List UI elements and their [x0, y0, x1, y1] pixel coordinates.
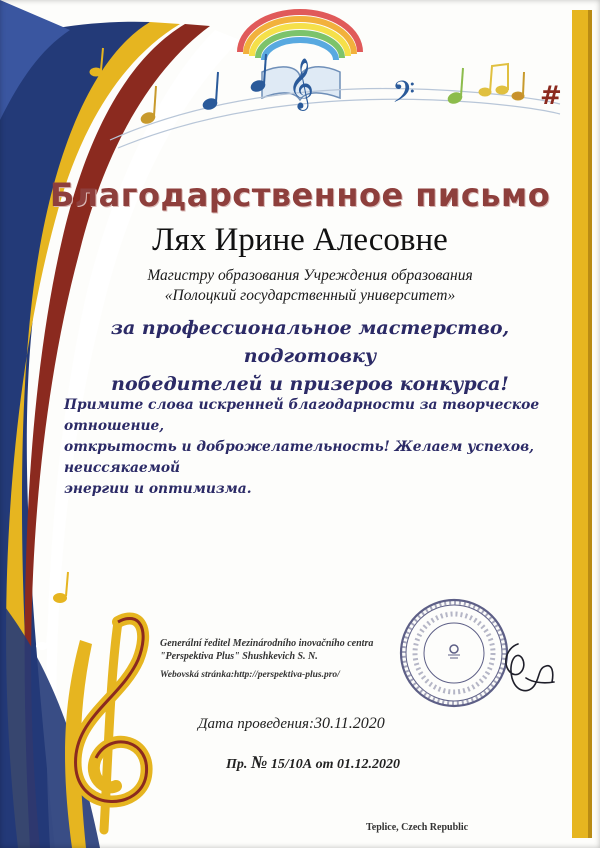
svg-text:𝄢: 𝄢 [392, 76, 416, 117]
award-reason [60, 314, 560, 398]
message-line-2: открытость и доброжелательность! Желаем успехов, неиссякаемой [64, 439, 534, 476]
svg-text:𝄞: 𝄞 [288, 58, 315, 109]
number-sign: № [250, 752, 268, 772]
signature-icon [498, 638, 556, 700]
date-value: 30.11.2020 [313, 715, 385, 732]
director-name: "Perspektiva Plus" Shushkevich S. N. [160, 651, 318, 662]
message-line-1: Примите слова искренней благодарности за творческое отношение, [64, 397, 540, 434]
event-date [198, 715, 385, 733]
director-title: Generální ředitel Mezinárodního inovačního centra [160, 638, 374, 649]
website-line: Webovská stránka:http://perspektiva-plus.pro/ [160, 670, 340, 680]
director-block [160, 637, 420, 663]
date-label: Дата проведения: [198, 716, 314, 732]
protocol-rest: 15/10А от 01.12.2020 [270, 757, 400, 772]
sharp-sign-icon [540, 81, 562, 111]
protocol-number [226, 752, 400, 773]
protocol-prefix: Пр. [226, 757, 248, 772]
recipient-position [90, 266, 530, 306]
location-line: Teplice, Czech Republic [366, 822, 469, 833]
bass-clef-icon [392, 76, 415, 117]
right-border-icon [572, 10, 592, 838]
reason-line-1: за профессиональное мастерство, подготовку [110, 317, 510, 367]
position-line-2: «Полоцкий государственный университет» [164, 287, 456, 304]
recipient-name: Лях Ирине Алесовне [152, 222, 448, 258]
round-stamp-icon [398, 597, 510, 709]
message-line-3: энергии и оптимизма. [64, 481, 252, 497]
certificate-title: Благодарственное письмо [49, 176, 551, 214]
treble-clef-icon [288, 58, 314, 111]
svg-text:#: # [540, 81, 562, 111]
reason-line-2: победителей и призеров конкурса! [111, 373, 509, 395]
gratitude-message [64, 395, 564, 500]
position-line-1: Магистру образования Учреждения образования [147, 267, 473, 284]
